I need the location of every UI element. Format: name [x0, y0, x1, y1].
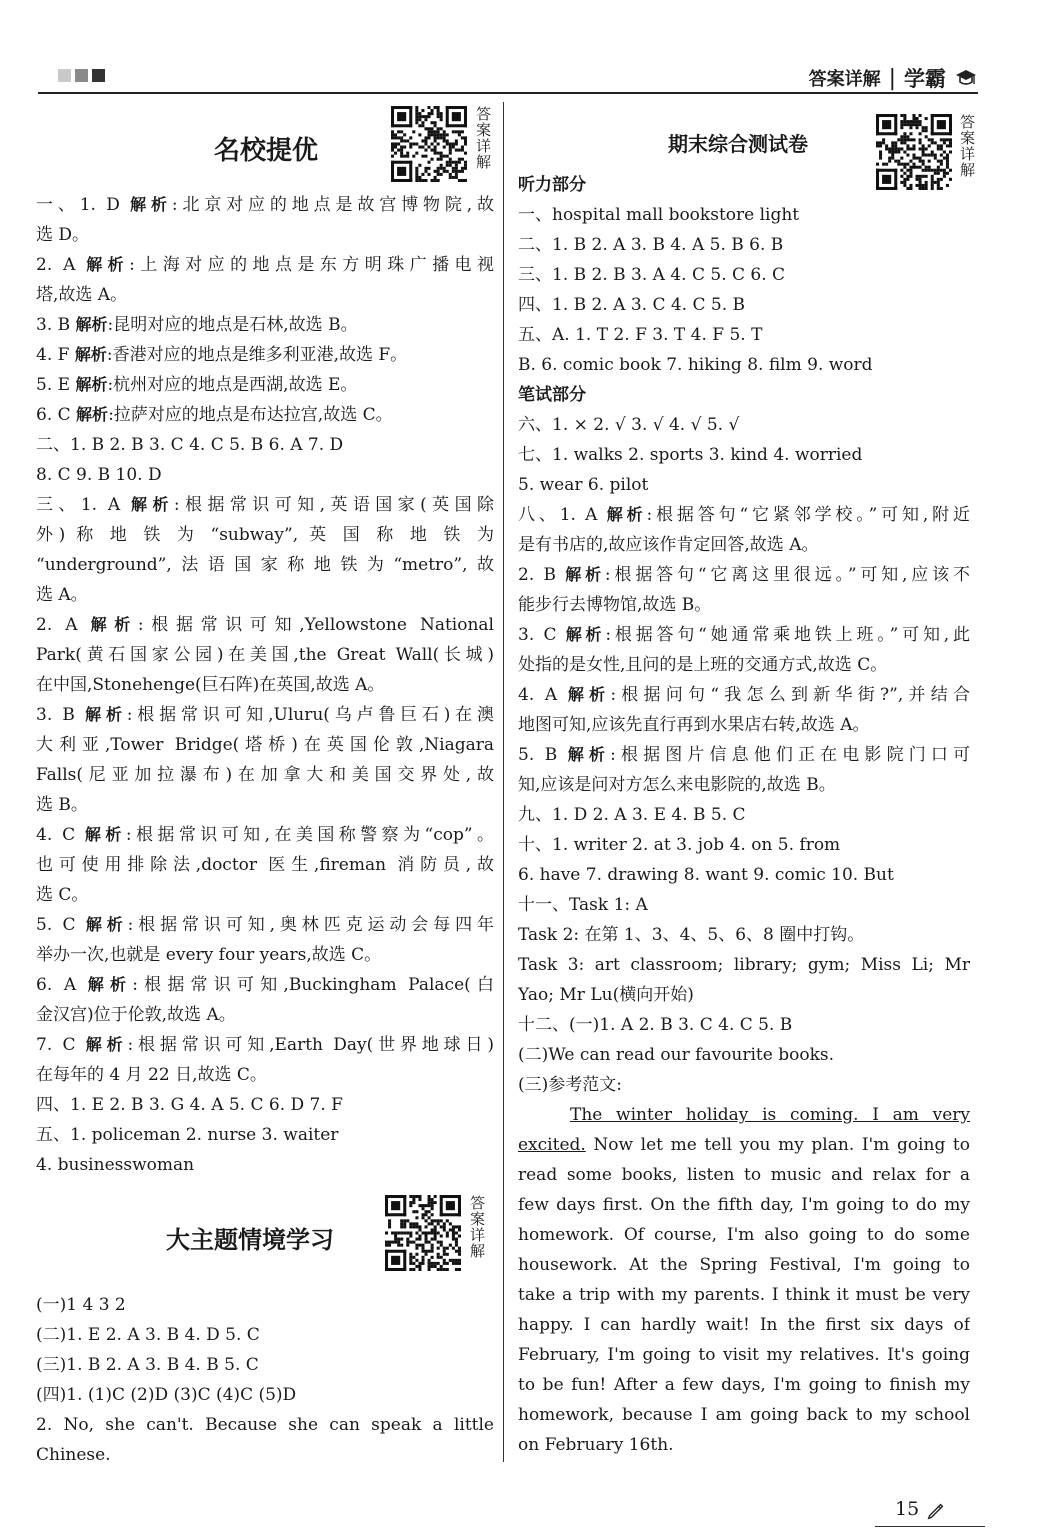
answer-line: [36, 790, 494, 820]
answer-line: [36, 550, 494, 580]
answer-text: :根据常识可知,奥林匹克运动会每四年: [127, 915, 494, 935]
answer-key: 5. C: [36, 915, 86, 935]
answer-line: [36, 1410, 494, 1440]
answer-line: [36, 940, 494, 970]
subsection-heading: [518, 380, 970, 410]
answer-text: :根据答句“它离这里很远。”可知,应该不: [604, 565, 970, 585]
answer-line: [518, 920, 970, 950]
pencil-icon: [925, 1500, 947, 1522]
answer-text: 六、1. × 2. √ 3. √ 4. √ 5. √: [518, 415, 740, 435]
answer-line: [518, 1040, 970, 1070]
answer-text: 选 A。: [36, 585, 88, 605]
section-qimo-answers: [518, 170, 970, 1460]
answer-text: 选 C。: [36, 885, 89, 905]
section-title-row: [36, 100, 494, 190]
analysis-label: 解析: [86, 255, 130, 274]
answer-text: :北京对应的地点是故宫博物院,故: [171, 195, 494, 215]
analysis-label: 解析: [76, 405, 109, 424]
answer-text: take a trip with my parents. I think it must be very: [518, 1285, 970, 1305]
answer-line: [36, 1440, 494, 1470]
analysis-label: 解析: [74, 345, 107, 364]
header-brand-area: [809, 63, 978, 93]
qr-caption: 答案详解: [476, 105, 492, 171]
answer-line: [518, 230, 970, 260]
answer-text: :根据常识可知,Buckingham Palace(白: [132, 975, 494, 995]
answer-text: Task 3: art classroom; library; gym; Miss Li; Mr: [518, 955, 970, 975]
answer-text: 塔,故选 A。: [36, 285, 128, 305]
analysis-label: 解析: [131, 495, 174, 514]
answer-line: [36, 730, 494, 760]
answer-text: :香港对应的地点是维多利亚港,故选 F。: [106, 345, 408, 365]
answer-line: [518, 260, 970, 290]
header-brand-name: 学霸: [904, 67, 946, 91]
answer-line: [36, 580, 494, 610]
answer-text: 也可使用排除法,doctor 医生,fireman 消防员,故: [36, 855, 494, 875]
answer-line: [36, 1350, 494, 1380]
section-mingxiao-answers: [36, 190, 494, 1180]
decor-square: [92, 69, 105, 82]
answer-text: Chinese.: [36, 1445, 111, 1465]
answer-line: [36, 460, 494, 490]
answer-text: “underground”,法语国家称地铁为“metro”,故: [36, 555, 494, 575]
answer-key: 5. E: [36, 375, 76, 395]
answer-line: [36, 190, 494, 220]
answer-line: [518, 320, 970, 350]
answer-line: [36, 670, 494, 700]
answer-text: :根据常识可知,英语国家(英国除: [173, 495, 494, 515]
answer-text: 2. No, she can't. Because she can speak a little: [36, 1415, 494, 1435]
answer-line: [518, 620, 970, 650]
answer-line: [518, 200, 970, 230]
answer-line: [36, 1000, 494, 1030]
analysis-label: 解析: [87, 975, 133, 994]
answer-line: [36, 640, 494, 670]
answer-text: (三)参考范文:: [518, 1075, 622, 1095]
answer-text: (三)1. B 2. A 3. B 4. B 5. C: [36, 1355, 259, 1375]
answer-line: [518, 1220, 970, 1250]
qr-code-icon[interactable]: [876, 114, 952, 190]
answer-line: [36, 1150, 494, 1180]
answer-text: 九、1. D 2. A 3. E 4. B 5. C: [518, 805, 746, 825]
section-title-row: [518, 100, 976, 179]
analysis-label: 解析: [85, 1035, 128, 1054]
answer-line: [518, 860, 970, 890]
answer-line: [518, 1010, 970, 1040]
answer-line: [36, 880, 494, 910]
analysis-label: 解析: [90, 615, 138, 634]
answer-line: [518, 1100, 970, 1130]
answer-text: 6. have 7. drawing 8. want 9. comic 10. But: [518, 865, 894, 885]
analysis-label: 解析: [567, 685, 611, 704]
analysis-label: 解析: [565, 625, 606, 644]
decor-square: [75, 69, 88, 82]
answer-line: [518, 1250, 970, 1280]
answer-text: :根据常识可知,Uluru(乌卢鲁巨石)在澳: [126, 705, 494, 725]
answer-text: 五、A. 1. T 2. F 3. T 4. F 5. T: [518, 325, 763, 345]
answer-text: Park(黄石国家公园)在美国,the Great Wall(长城): [36, 645, 494, 665]
answer-text: to be fun! After a few days, I'm going to finish my: [518, 1375, 970, 1395]
analysis-label: 解析: [567, 745, 611, 764]
answer-text: 知,应该是问对方怎么来电影院的,故选 B。: [518, 775, 836, 795]
answer-line: [36, 610, 494, 640]
answer-line: [518, 890, 970, 920]
answer-line: [518, 1400, 970, 1430]
answer-text: Yao; Mr Lu(横向开始): [518, 985, 694, 1005]
answer-line: [36, 1380, 494, 1410]
right-column: [518, 100, 976, 1460]
answer-line: [36, 1320, 494, 1350]
answer-text: homework. Of course, I'm also going to do some: [518, 1225, 970, 1245]
qr-code-icon[interactable]: [391, 106, 467, 182]
answer-line: [518, 290, 970, 320]
answer-text: :上海对应的地点是东方明珠广播电视: [129, 255, 494, 275]
answer-text: 三、1. B 2. B 3. A 4. C 5. C 6. C: [518, 265, 786, 285]
answer-text: housework. At the Spring Festival, I'm going to: [518, 1255, 970, 1275]
answer-line: [36, 1060, 494, 1090]
answer-text: (二)1. E 2. A 3. B 4. D 5. C: [36, 1325, 260, 1345]
answer-text: 大利亚,Tower Bridge(塔桥)在英国伦敦,Niagara: [36, 735, 494, 755]
answer-line: [36, 310, 494, 340]
answer-line: [36, 700, 494, 730]
answer-text: :根据问句“我怎么到新华街?”,并结合: [610, 685, 970, 705]
section-title-mingxiao: 名校提优: [214, 136, 319, 166]
answer-text: 选 D。: [36, 225, 90, 245]
answer-line: [518, 950, 970, 980]
answer-line: [518, 560, 970, 590]
answer-key: 2. B: [518, 565, 566, 585]
qr-code-icon[interactable]: [385, 1195, 461, 1271]
page-header: [38, 60, 978, 94]
analysis-label: 解析: [130, 195, 172, 214]
answer-line: [518, 1430, 970, 1460]
qr-caption: 答案详解: [470, 1194, 486, 1260]
answer-line: [36, 820, 494, 850]
answer-key: 5. B: [518, 745, 568, 765]
answer-key: 三、1. A: [36, 495, 132, 515]
answer-text: 十、1. writer 2. at 3. job 4. on 5. from: [518, 835, 841, 855]
column-divider: [503, 102, 504, 1462]
section-title-qimo: 期末综合测试卷: [668, 132, 808, 156]
answer-key: 2. A: [36, 615, 91, 635]
answer-text: 处指的是女性,且问的是上班的交通方式,故选 C。: [518, 655, 888, 675]
header-decoration: [58, 69, 105, 82]
answer-line: [518, 710, 970, 740]
answer-line: [518, 500, 970, 530]
answer-line: [518, 800, 970, 830]
answer-line: [518, 1130, 970, 1160]
subsection-heading-text: 听力部分: [518, 175, 586, 195]
header-separator: |: [888, 65, 896, 91]
answer-key: 6. A: [36, 975, 88, 995]
answer-text: :根据常识可知,Yellowstone National: [137, 615, 494, 635]
answer-text: 8. C 9. B 10. D: [36, 465, 162, 485]
section-dazhuti-answers: [36, 1290, 494, 1470]
answer-text: :根据图片信息他们正在电影院门口可: [610, 745, 970, 765]
answer-text: happy. I can hardly wait! In the first six days of: [518, 1315, 970, 1335]
answer-line: [518, 1310, 970, 1340]
answer-text: :昆明对应的地点是石林,故选 B。: [107, 315, 358, 335]
answer-text: February, I'm going to visit my relatives. It's going: [518, 1345, 970, 1365]
answer-text: :根据答句“她通常乘地铁上班。”可知,此: [605, 625, 970, 645]
answer-text: :根据常识可知,在美国称警察为“cop”。: [125, 825, 494, 845]
answer-line: [518, 830, 970, 860]
answer-text: few days first. On the fifth day, I'm going to do my: [518, 1195, 970, 1215]
answer-text: 七、1. walks 2. sports 3. kind 4. worried: [518, 445, 863, 465]
answer-line: [36, 760, 494, 790]
answer-text: 四、1. B 2. A 3. C 4. C 5. B: [518, 295, 746, 315]
answer-text: homework, because I am going back to my school: [518, 1405, 970, 1425]
answer-text: 在每年的 4 月 22 日,故选 C。: [36, 1065, 267, 1085]
answer-line: [36, 520, 494, 550]
analysis-label: 解析: [565, 565, 605, 584]
answer-line: [518, 410, 970, 440]
answer-line: [518, 980, 970, 1010]
answer-text: Falls(尼亚加拉瀑布)在加拿大和美国交界处,故: [36, 765, 494, 785]
answer-text: 四、1. E 2. B 3. G 4. A 5. C 6. D 7. F: [36, 1095, 343, 1115]
answer-key: 4. C: [36, 825, 85, 845]
answer-text: (四)1. (1)C (2)D (3)C (4)C (5)D: [36, 1385, 297, 1405]
answer-text: 在中国,Stonehenge(巨石阵)在英国,故选 A。: [36, 675, 385, 695]
answer-line: [518, 350, 970, 380]
answer-key: 2. A: [36, 255, 87, 275]
answer-text: Now let me tell you my plan. I'm going to: [585, 1135, 970, 1155]
answer-text: on February 16th.: [518, 1435, 674, 1455]
answer-line: [518, 770, 970, 800]
answer-text: (一)1 4 3 2: [36, 1295, 126, 1315]
answer-text: 能步行去博物馆,故选 B。: [518, 595, 712, 615]
header-rule: [38, 92, 978, 94]
analysis-label: 解析: [75, 375, 108, 394]
answer-line: [36, 280, 494, 310]
answer-text: Task 2: 在第 1、3、4、5、6、8 圈中打钩。: [518, 925, 865, 945]
answer-text: 二、1. B 2. A 3. B 4. A 5. B 6. B: [518, 235, 784, 255]
page-number: 15: [895, 1498, 920, 1520]
left-column: [36, 100, 494, 1470]
answer-line: [36, 1120, 494, 1150]
analysis-label: 解析: [75, 315, 108, 334]
answer-text: :拉萨对应的地点是布达拉宫,故选 C。: [108, 405, 393, 425]
qr-caption: 答案详解: [960, 113, 976, 179]
answer-text: 二、1. B 2. B 3. C 4. C 5. B 6. A 7. D: [36, 435, 344, 455]
answer-text: 5. wear 6. pilot: [518, 475, 649, 495]
answer-line: [36, 1030, 494, 1060]
answer-key: 4. A: [518, 685, 568, 705]
answer-key: 4. F: [36, 345, 75, 365]
answer-text: The winter holiday is coming. I am very: [570, 1105, 970, 1125]
answer-text: 金汉宫)位于伦敦,故选 A。: [36, 1005, 236, 1025]
answer-key: 7. C: [36, 1035, 86, 1055]
answer-text: 地图可知,应该先直行再到水果店右转,故选 A。: [518, 715, 870, 735]
section-title-dazhuti: 大主题情境学习: [166, 1226, 334, 1254]
answer-key: 八、1. A: [518, 505, 607, 525]
underlined-text: excited.: [518, 1135, 586, 1155]
answer-key: 3. B: [36, 705, 86, 725]
answer-line: [36, 910, 494, 940]
answer-line: [518, 530, 970, 560]
answer-text: :根据答句“它紧邻学校。”可知,附近: [646, 505, 970, 525]
answer-text: 十二、(一)1. A 2. B 3. C 4. C 5. B: [518, 1015, 793, 1035]
answer-line: [36, 1290, 494, 1320]
header-answer-label: 答案详解: [808, 69, 881, 90]
answer-key: 3. C: [518, 625, 566, 645]
analysis-label: 解析: [606, 505, 647, 524]
answer-text: 一、hospital mall bookstore light: [518, 205, 800, 225]
answer-line: [518, 1280, 970, 1310]
answer-line: [518, 470, 970, 500]
answer-line: [518, 1340, 970, 1370]
answer-text: 是有书店的,故应该作肯定回答,故选 A。: [518, 535, 819, 555]
answer-line: [36, 370, 494, 400]
answer-line: [36, 970, 494, 1000]
subsection-heading-text: 笔试部分: [518, 385, 586, 405]
answer-key: 6. C: [36, 405, 77, 425]
analysis-label: 解析: [85, 705, 127, 724]
answer-line: [36, 220, 494, 250]
footer-rule: [875, 1526, 985, 1527]
answer-text: 外) 称 地 铁 为 “subway”, 英 国 称 地 铁 为: [36, 525, 494, 545]
answer-line: [518, 1160, 970, 1190]
answer-line: [518, 1070, 970, 1100]
section-title-row: [36, 1180, 494, 1290]
answer-line: [36, 430, 494, 460]
answer-text: 举办一次,也就是 every four years,故选 C。: [36, 945, 382, 965]
answer-text: 选 B。: [36, 795, 88, 815]
graduation-cap-icon: [954, 66, 978, 90]
answer-text: B. 6. comic book 7. hiking 8. film 9. word: [518, 355, 873, 375]
answer-key: 3. B: [36, 315, 76, 335]
answer-text: 五、1. policeman 2. nurse 3. waiter: [36, 1125, 339, 1145]
answer-line: [518, 740, 970, 770]
answer-line: [36, 400, 494, 430]
answer-line: [518, 680, 970, 710]
answer-line: [518, 650, 970, 680]
answer-text: 4. businesswoman: [36, 1155, 195, 1175]
answer-key: 一、1. D: [36, 195, 131, 215]
answer-line: [36, 850, 494, 880]
answer-line: [36, 340, 494, 370]
answer-text: (二)We can read our favourite books.: [518, 1045, 835, 1065]
answer-text: 十一、Task 1: A: [518, 895, 648, 915]
answer-line: [36, 490, 494, 520]
answer-text: :根据常识可知,Earth Day(世界地球日): [127, 1035, 494, 1055]
page-footer: [875, 1498, 965, 1520]
answer-line: [36, 1090, 494, 1120]
answer-line: [518, 440, 970, 470]
analysis-label: 解析: [85, 915, 128, 934]
answer-line: [518, 1370, 970, 1400]
answer-line: [518, 1190, 970, 1220]
decor-square: [58, 69, 71, 82]
analysis-label: 解析: [84, 825, 126, 844]
answer-line: [518, 590, 970, 620]
answer-line: [36, 250, 494, 280]
answer-text: :杭州对应的地点是西湖,故选 E。: [107, 375, 358, 395]
answer-text: read some books, listen to music and relax for a: [518, 1165, 970, 1185]
